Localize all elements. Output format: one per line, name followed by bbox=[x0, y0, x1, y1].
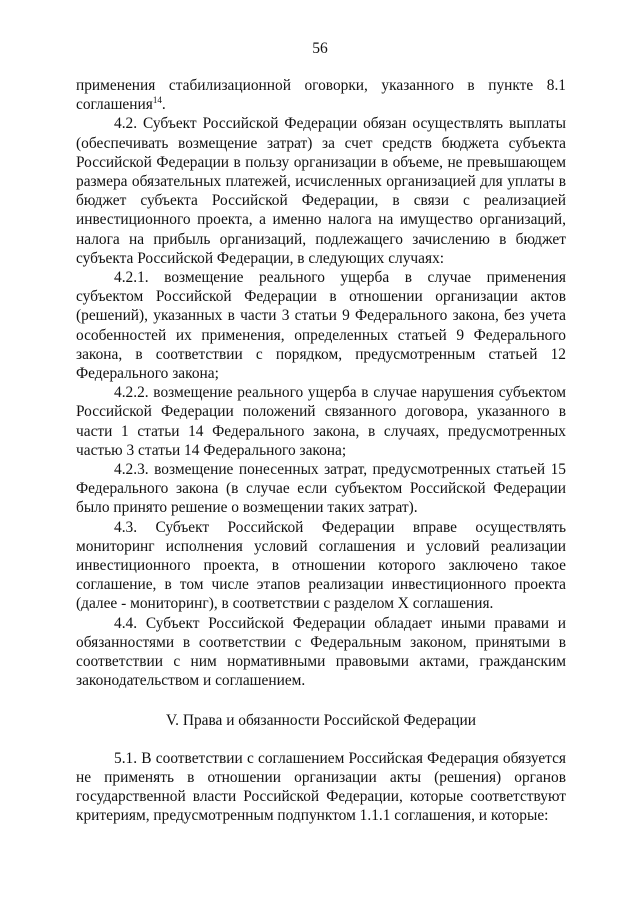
footnote-marker[interactable]: 14 bbox=[152, 95, 162, 106]
paragraph-4-2: 4.2. Субъект Российской Федерации обязан осуществлять выплаты (обеспечивать возмещение затрат) за счет средств бюджета субъекта Российской Федерации в пользу организации в объеме, не превышающем размера обязательных платежей, исчисленных организацией для уплаты в бюджет субъекта Российской Федерации, в связи с реализацией инвестиционного проекта, а именно налога на имущество организаций, налога на прибыль организаций, подлежащего зачислению в бюджет субъекта Российской Федерации, в следующих случаях: bbox=[76, 115, 566, 267]
paragraph-4-2-1: 4.2.1. возмещение реального ущерба в случае применения субъектом Российской Федерации в отношении организации актов (решений), указанных в части 3 статьи 9 Федерального закона, без учета особенностей их применения, определенных статьей 9 Федерального закона, в соответствии с порядком, предусмотренным статьей 12 Федерального закона; bbox=[76, 269, 566, 383]
page-number: 56 bbox=[312, 40, 328, 57]
paragraph-continuation bbox=[76, 76, 566, 114]
paragraph-4-2-3: 4.2.3. возмещение понесенных затрат, предусмотренных статьей 15 Федерального закона (в случае если субъектом Российской Федерации было принято решение о возмещении таких затрат). bbox=[76, 461, 566, 517]
document-body bbox=[76, 76, 566, 826]
paragraph-text: применения стабилизационной оговорки, указанного в пункте 8.1 соглашения bbox=[76, 77, 566, 114]
paragraph-tail: . bbox=[161, 96, 166, 114]
paragraph-4-2-2: 4.2.2. возмещение реального ущерба в случае нарушения субъектом Российской Федерации положений связанного договора, указанного в части 1 статьи 14 Федерального закона, в случаях, предусмотренных частью 3 статьи 14 Федерального закона; bbox=[76, 384, 566, 459]
paragraph-4-3: 4.3. Субъект Российской Федерации вправе осуществлять мониторинг исполнения условий соглашения и условий реализации инвестиционного проекта, в отношении которого заключено такое соглашение, в том числе этапов реализации инвестиционного проекта (далее - мониторинг), в соответствии с разделом X соглашения. bbox=[76, 518, 566, 613]
section-heading: V. Права и обязанности Российской Федерации bbox=[166, 711, 476, 729]
paragraph-5-1: 5.1. В соответствии с соглашением Российская Федерация обязуется не применять в отношении организации акты (решения) органов государственной власти Российской Федерации, которые соответствуют критериям, предусмотренным подпунктом 1.1.1 соглашения, и которые: bbox=[76, 749, 566, 825]
paragraph-4-4: 4.4. Субъект Российской Федерации обладает иными правами и обязанностями в соответствии с Федеральным законом, принятыми в соответствии с ним нормативными правовыми актами, гражданским законодательством и соглашением. bbox=[76, 614, 566, 690]
